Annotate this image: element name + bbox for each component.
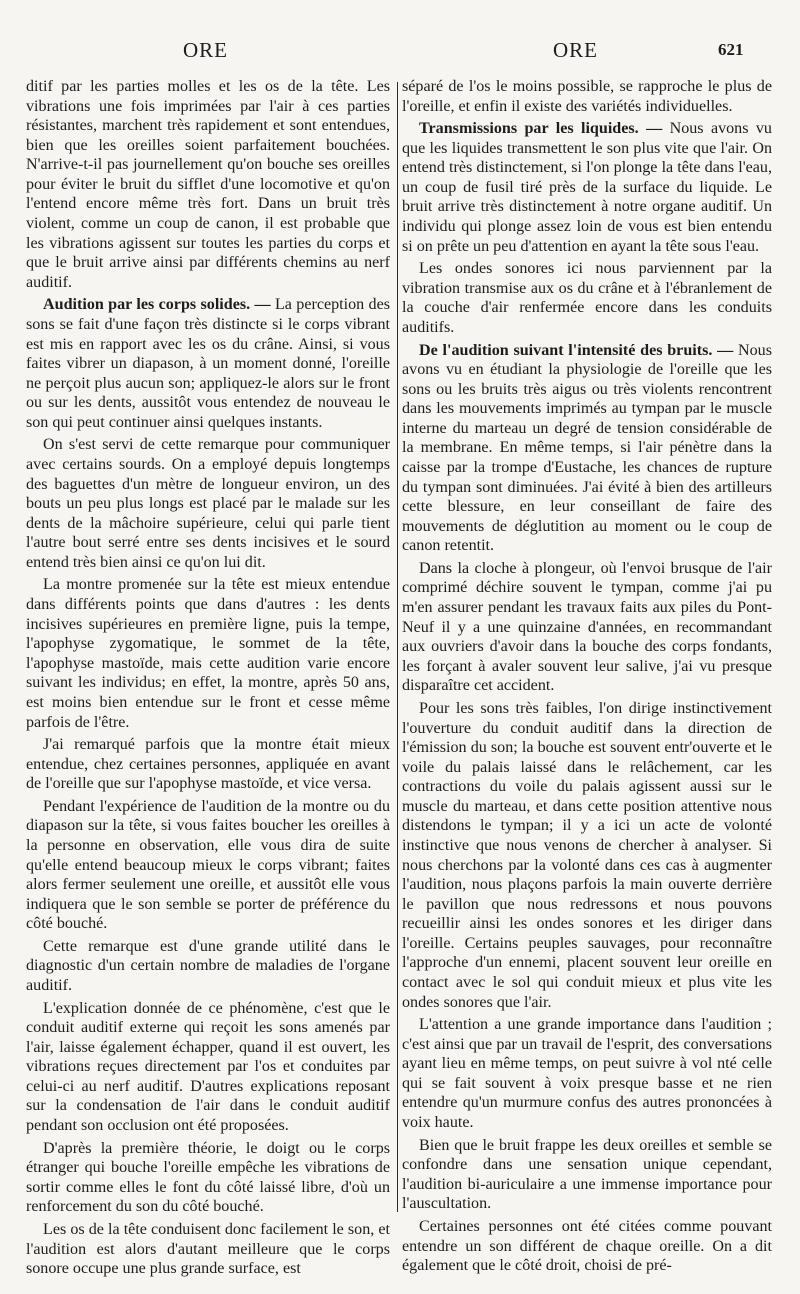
paragraph	[26, 1220, 390, 1279]
paragraph	[26, 999, 390, 1136]
paragraph-text: Les os de la tête conduisent donc facilement le son, et l'audition est alors d'autant meilleure que le corps sonore occupe une plus grande surface, est	[26, 1220, 390, 1278]
paragraph	[402, 119, 772, 256]
right-text-column	[402, 77, 772, 1276]
section-heading: Transmissions par les liquides. —	[419, 120, 663, 138]
paragraph	[26, 77, 390, 292]
paragraph	[402, 559, 772, 696]
paragraph-text: D'après la première théorie, le doigt ou le corps étranger qui bouche l'oreille empêche les vibrations de sortir comme elles le font du côté laissé libre, d'où un renforcement du son du côté bouché.	[26, 1139, 390, 1216]
paragraph-text: Nous avons vu en étudiant la physiologie de l'oreille que les sons ou les bruits très aigus ou très violents rencontrent dans les mouvements imprimés au tympan par le muscle interne du marteau un degré de tension considérable de la membrane. En même temps, si l'air pénètre dans la caisse par la trompe d'Eustache, les chances de rupture du tympan sont diminuées. J'ai évité à bien des artilleurs cette blessure, en leur conseillant de faire des mouvements de déglutition au moment ou le coup de canon retentit.	[402, 341, 772, 555]
page-number: 621	[718, 40, 744, 59]
paragraph	[26, 937, 390, 996]
paragraph-text: séparé de l'os le moins possible, se rapproche le plus de l'oreille, et enfin il existe des variétés individuelles.	[402, 78, 772, 115]
paragraph-text: L'explication donnée de ce phénomène, c'est que le conduit auditif externe qui reçoit les sons amenés par l'air, laisse également échapper, quand il est ouvert, les vibrations reçues directement par l'os et conduites par celui-ci au nerf auditif. D'autres explications reposant sur la condensation de l'air dans le conduit auditif pendant son occlusion ont été proposées.	[26, 999, 390, 1135]
paragraph-text: Pour les sons très faibles, l'on dirige instinctivement l'ouverture du conduit auditif dans la direction de l'émission du son; la bouche est souvent entr'ouverte et le voile du palais laissé dans le relâchement, car les contractions du voile du palais agissent aussi sur le muscle du marteau, et dans cette position attentive nous distendons le tympan; il y a ici un acte de volonté instinctive que nous venons de chercher à analyser. Si nous cherchons par la volonté dans ces cas à augmenter l'audition, nous plaçons parfois la main ouverte derrière le pavillon que nous redressons et nous pouvons recueillir ainsi les ondes sonores et les diriger dans l'oreille. Certains peuples sauvages, pour reconnaître l'approche d'un ennemi, placent souvent leur oreille en contact avec le sol qui conduit mieux et plus vite les ondes sonores que l'air.	[402, 699, 772, 1011]
paragraph-text: Nous avons vu que les liquides transmettent le son plus vite que l'air. On entend très distinctement, si l'on plonge la tête dans l'eau, un coup de fusil tiré près de la surface du liquide. Le bruit arrive très distinctement à notre organe auditif. Un individu qui plonge assez loin de vous est bien entendu si on prête un peu d'attention en ayant la tête sous l'eau.	[402, 120, 772, 255]
paragraph-text: Bien que le bruit frappe les deux oreilles et semble se confondre dans une sensation unique cependant, l'audition bi-auriculaire a une immense importance pour l'auscultation.	[402, 1136, 772, 1213]
paragraph	[402, 1136, 772, 1214]
running-head-right: ORE	[553, 38, 598, 62]
paragraph-text: L'attention a une grande importance dans l'audition ; c'est ainsi que par un travail de l'esprit, des conversations ayant lieu en même temps, on peut suivre à vol nté celle qui se fait souvent à voix presque basse et ne rien entendre qu'un murmure confus des autres prononcées à voix haute.	[402, 1016, 772, 1132]
paragraph	[26, 735, 390, 794]
running-head	[0, 38, 800, 66]
paragraph-text: Les ondes sonores ici nous parviennent par la vibration transmise aux os du crâne et à l'ébranlement de la couche d'air renfermée encore dans les conduits auditifs.	[402, 260, 772, 336]
paragraph-text: Pendant l'expérience de l'audition de la montre ou du diapason sur la tête, si vous faites boucher les oreilles à la personne en observation, elle vous dira de suite qu'elle entend beaucoup mieux le corps vibrant; faites alors fermer seulement une oreille, et aussitôt elle vous indiquera que le son semble se porter de préférence du côté bouché.	[26, 797, 390, 933]
paragraph-text: Certaines personnes ont été citées comme pouvant entendre un son différent de chaque oreille. On a dit également que le côté droit, choisi de pré-	[402, 1217, 772, 1275]
section-heading: Audition par les corps solides. —	[43, 296, 271, 314]
paragraph	[402, 699, 772, 1012]
paragraph-text: ditif par les parties molles et les os de la tête. Les vibrations une fois imprimées par l'air à ces parties résistantes, marchent très rapidement et sont entendues, bien que les oreilles soient parfaitement bouchées. N'arrive-t-il pas journellement qu'on bouche ses oreilles pour éviter le bruit du sifflet d'une locomotive et qu'on l'entend encore même très fort. Dans un bruit très violent, comme un coup de canon, il est probable que les vibrations agissent sur toutes les parties du corps et que le bruit arrive ainsi par différents chemins au nerf auditif.	[26, 78, 390, 291]
paragraph	[26, 575, 390, 732]
left-text-column	[26, 77, 390, 1279]
paragraph	[26, 797, 390, 934]
running-head-left: ORE	[183, 38, 228, 62]
paragraph	[402, 259, 772, 337]
paragraph-text: La montre promenée sur la tête est mieux entendue dans différents points que dans d'autres : les dents incisives supérieures en première ligne, puis la tempe, l'apophyse zygomatique, le sommet de la tête, l'apophyse mastoïde, mais cette audition varie encore suivant les individus; en effet, la montre, après 50 ans, est moins bien entendue sur le front et cesse même parfois de l'être.	[26, 576, 390, 731]
section-heading: De l'audition suivant l'intensité des bruits. —	[419, 341, 734, 359]
paragraph-text: On s'est servi de cette remarque pour communiquer avec certains sourds. On a employé depuis longtemps des baguettes d'un mètre de longueur environ, un des bouts un peu plus longs est placé par le malade sur les dents de la mâchoire supérieure, celui qui parle tient l'autre bout serré entre ses dents incisives et le sourd entend très bien ainsi ce qu'on lui dit.	[26, 436, 390, 571]
paragraph-text: Cette remarque est d'une grande utilité dans le diagnostic d'un certain nombre de maladies de l'organe auditif.	[26, 937, 390, 995]
paragraph	[26, 295, 390, 432]
column-divider	[397, 82, 398, 1212]
paragraph-text: La perception des sons se fait d'une façon très distincte si le corps vibrant est mis en rapport avec les os du crâne. Ainsi, si vous faites vibrer un diapason, à un moment donné, l'oreille ne perçoit plus aucun son; appliquez-le alors sur le front ou sur les dents, aussitôt vous entendez de nouveau le son qui peut continuer ainsi quelques instants.	[26, 296, 390, 431]
paragraph-text: J'ai remarqué parfois que la montre était mieux entendue, chez certaines personnes, appliquée en avant de l'oreille que sur l'apophyse mastoïde, et vice versa.	[26, 736, 390, 793]
paragraph	[402, 341, 772, 556]
paragraph	[26, 1139, 390, 1217]
paragraph	[402, 1217, 772, 1276]
paragraph	[402, 77, 772, 116]
paragraph-text: Dans la cloche à plongeur, où l'envoi brusque de l'air comprimé déchire souvent le tympan, comme j'ai pu m'en assurer pendant les travaux faits aux piles du Pont-Neuf il y a une quinzaine d'années, en recommandant aux ouvriers d'avoir dans la bouche des corps fondants, les forçant à avaler souvent leur salive, j'ai vu presque disparaître cet accident.	[402, 559, 772, 695]
paragraph	[26, 435, 390, 572]
paragraph	[402, 1015, 772, 1132]
